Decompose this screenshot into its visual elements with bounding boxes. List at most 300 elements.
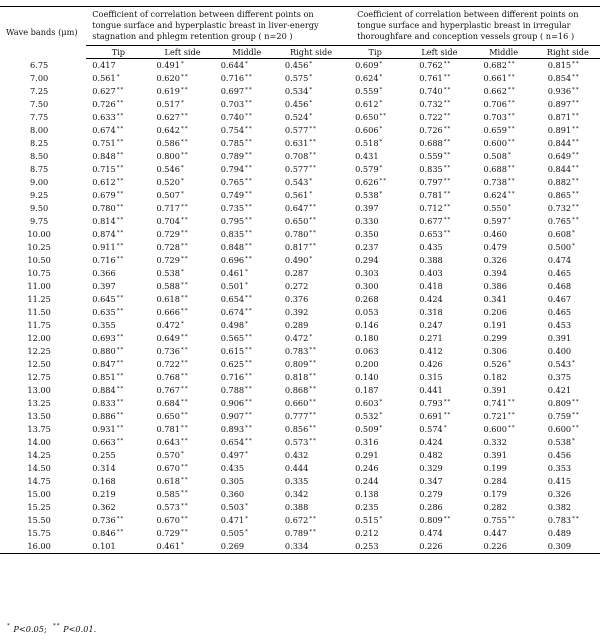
coefficient-cell: 0.654** [220, 294, 253, 304]
coefficient-cell: 0.874** [92, 229, 125, 239]
table-row [0, 202, 600, 215]
table-row [0, 59, 600, 73]
wave-band-cell: 12.25 [27, 346, 51, 356]
significance-marker: ** [180, 490, 189, 496]
significance-marker: * [245, 516, 249, 522]
significance-marker: ** [507, 412, 516, 418]
coefficient-cell: 0.677** [419, 216, 452, 226]
significance-marker: ** [572, 152, 580, 158]
coefficient-cell: 0.388 [419, 255, 443, 265]
coefficient-cell: 0.814** [92, 216, 125, 226]
coefficient-cell: 0.674** [220, 307, 253, 317]
significance-marker: * [245, 61, 249, 67]
significance-marker: * [309, 334, 314, 340]
coefficient-cell: 0.767** [156, 385, 189, 395]
coefficient-cell: 0.520* [156, 177, 185, 187]
coefficient-cell: 0.392 [284, 307, 309, 317]
coefficient-cell: 0.809** [284, 359, 317, 369]
coefficient-cell: 0.465 [547, 268, 572, 278]
significance-marker: * [309, 74, 314, 80]
coefficient-cell: 0.868** [284, 385, 317, 395]
significance-marker: ** [507, 178, 516, 184]
coefficient-cell: 0.781** [419, 190, 452, 200]
significance-marker: ** [116, 412, 125, 418]
table-row [0, 332, 600, 345]
coefficient-cell: 0.848** [92, 151, 125, 161]
coefficient-cell: 0.856** [284, 424, 317, 434]
significance-marker: ** [180, 87, 189, 93]
significance-marker: ** [245, 412, 253, 418]
coefficient-cell: 0.835** [220, 229, 253, 239]
significance-marker: ** [507, 113, 516, 119]
footnote-separator: ; [43, 624, 47, 634]
wave-band-cell: 10.25 [27, 242, 51, 252]
table-row [0, 462, 600, 475]
table-row [0, 436, 600, 449]
wave-band-cell: 15.25 [27, 502, 51, 512]
significance-marker: ** [309, 438, 317, 444]
significance-marker: ** [572, 165, 580, 171]
significance-marker: ** [180, 386, 189, 392]
coefficient-cell: 0.650** [355, 112, 388, 122]
coefficient-cell: 0.721** [483, 411, 516, 421]
significance-marker: ** [309, 373, 317, 379]
significance-marker: * [245, 451, 249, 457]
coefficient-cell: 0.538* [355, 190, 384, 200]
significance-marker: * [572, 360, 576, 366]
coefficient-cell: 0.717** [156, 203, 189, 213]
significance-marker: ** [245, 191, 253, 197]
table-row [0, 501, 600, 514]
table-row [0, 228, 600, 241]
coefficient-cell: 0.219 [92, 489, 116, 499]
significance-marker: ** [245, 243, 253, 249]
coefficient-cell: 0.376 [284, 294, 309, 304]
significance-marker: * [379, 126, 384, 132]
significance-marker: ** [180, 464, 189, 470]
coefficient-cell: 0.761** [419, 73, 452, 83]
significance-marker: ** [180, 152, 189, 158]
coefficient-cell: 0.649** [156, 333, 189, 343]
coefficient-cell: 0.722** [156, 359, 189, 369]
significance-marker: ** [572, 74, 580, 80]
coefficient-cell: 0.573** [284, 437, 317, 447]
significance-marker: ** [572, 139, 580, 145]
coefficient-cell: 0.397 [355, 203, 379, 213]
coefficient-cell: 0.609* [355, 60, 384, 70]
col-tip-1: Tip [86, 46, 150, 59]
wave-band-cell: 13.25 [27, 398, 51, 408]
significance-marker: ** [507, 425, 516, 431]
significance-marker: * [379, 412, 384, 418]
coefficient-cell: 0.460 [483, 229, 507, 239]
footnote [6, 624, 96, 634]
coefficient-cell: 0.597* [483, 216, 512, 226]
coefficient-cell: 0.653** [419, 229, 452, 239]
significance-marker: * [180, 191, 185, 197]
significance-marker: ** [245, 165, 253, 171]
coefficient-cell: 0.431 [355, 151, 379, 161]
coefficient-cell: 0.735** [220, 203, 253, 213]
table-row [0, 319, 600, 332]
coefficient-cell: 0.712** [419, 203, 452, 213]
significance-marker: ** [379, 113, 388, 119]
coefficient-cell: 0.740** [220, 112, 253, 122]
table-body [0, 59, 600, 554]
coefficient-cell: 0.355 [92, 320, 116, 330]
coefficient-cell: 0.180 [355, 333, 379, 343]
significance-marker: ** [116, 438, 125, 444]
coefficient-cell: 0.662** [483, 86, 516, 96]
coefficient-cell: 0.688** [419, 138, 452, 148]
coefficient-cell: 0.729** [156, 255, 189, 265]
coefficient-cell: 0.247 [419, 320, 443, 330]
coefficient-cell: 0.848** [220, 242, 253, 252]
coefficient-cell: 0.468 [547, 281, 572, 291]
significance-marker: * [379, 165, 384, 171]
significance-marker: ** [116, 139, 125, 145]
coefficient-cell: 0.697** [220, 86, 253, 96]
significance-marker: ** [245, 126, 253, 132]
significance-marker: ** [245, 100, 253, 106]
coefficient-cell: 0.891** [547, 125, 580, 135]
coefficient-cell: 0.272 [284, 281, 309, 291]
coefficient-cell: 0.835** [419, 164, 452, 174]
significance-marker: ** [443, 113, 452, 119]
coefficient-cell: 0.315 [419, 372, 443, 382]
coefficient-cell: 0.871** [547, 112, 580, 122]
coefficient-cell: 0.491* [156, 60, 185, 70]
coefficient-cell: 0.226 [483, 541, 507, 551]
significance-marker: ** [116, 399, 125, 405]
coefficient-cell: 0.299 [483, 333, 507, 343]
coefficient-cell: 0.237 [355, 242, 379, 252]
significance-marker: ** [180, 503, 189, 509]
coefficient-cell: 0.472* [284, 333, 314, 343]
coefficient-cell: 0.586** [156, 138, 189, 148]
coefficient-cell: 0.893** [220, 424, 253, 434]
coefficient-cell: 0.269 [220, 541, 245, 551]
significance-marker: ** [180, 399, 189, 405]
coefficient-cell: 0.305 [220, 476, 245, 486]
significance-marker: ** [116, 516, 125, 522]
coefficient-cell: 0.515* [355, 515, 384, 525]
significance-marker: * [507, 152, 512, 158]
table-row [0, 267, 600, 280]
significance-marker: * [245, 503, 249, 509]
coefficient-cell: 0.618** [156, 294, 189, 304]
coefficient-cell: 0.612* [355, 99, 384, 109]
coefficient-cell: 0.500* [547, 242, 576, 252]
coefficient-cell: 0.101 [92, 541, 116, 551]
coefficient-cell: 0.461* [156, 541, 185, 551]
coefficient-cell: 0.777** [284, 411, 317, 421]
coefficient-cell: 0.809** [547, 398, 580, 408]
coefficient-cell: 0.732** [547, 203, 580, 213]
significance-marker: ** [180, 243, 189, 249]
wave-band-cell: 6.75 [30, 59, 49, 70]
significance-marker: * [116, 74, 121, 80]
footnote-single-star: * [7, 623, 11, 629]
wave-band-cell: 10.50 [27, 255, 51, 265]
significance-marker: ** [507, 399, 516, 405]
coefficient-cell: 0.738** [483, 177, 516, 187]
table-row [0, 176, 600, 189]
significance-marker: ** [180, 139, 189, 145]
significance-marker: * [379, 516, 384, 522]
significance-marker: ** [443, 230, 452, 236]
coefficient-cell: 0.795** [220, 216, 253, 226]
coefficient-cell: 0.314 [92, 463, 116, 473]
significance-marker: ** [245, 256, 253, 262]
coefficient-cell: 0.526* [483, 359, 512, 369]
significance-marker: * [309, 100, 314, 106]
coefficient-cell: 0.846** [92, 528, 125, 538]
wave-band-cell: 7.50 [30, 99, 49, 109]
coefficient-cell: 0.833** [92, 398, 125, 408]
significance-marker: ** [507, 165, 516, 171]
coefficient-cell: 0.146 [355, 320, 379, 330]
wave-band-cell: 14.25 [27, 450, 51, 460]
wave-band-cell: 15.00 [27, 489, 51, 499]
significance-marker: ** [309, 126, 317, 132]
coefficient-cell: 0.624* [355, 73, 384, 83]
coefficient-cell: 0.561* [284, 190, 314, 200]
coefficient-cell: 0.490* [284, 255, 314, 265]
table-row [0, 358, 600, 371]
coefficient-cell: 0.206 [483, 307, 507, 317]
coefficient-cell: 0.817** [284, 242, 317, 252]
coefficient-cell: 0.650** [156, 411, 189, 421]
significance-marker: * [309, 87, 314, 93]
coefficient-cell: 0.815** [547, 60, 580, 70]
significance-marker: ** [180, 334, 189, 340]
significance-marker: ** [116, 126, 125, 132]
coefficient-cell: 0.168 [92, 476, 116, 486]
coefficient-cell: 0.482 [419, 450, 443, 460]
significance-marker: ** [245, 139, 253, 145]
coefficient-cell: 0.588** [156, 281, 189, 291]
coefficient-cell: 0.375 [547, 372, 572, 382]
significance-marker: ** [245, 295, 253, 301]
coefficient-cell: 0.600** [483, 424, 516, 434]
significance-marker: * [245, 529, 249, 535]
wave-band-cell: 10.00 [27, 229, 51, 239]
coefficient-cell: 0.736** [92, 515, 125, 525]
coefficient-cell: 0.647** [284, 203, 317, 213]
significance-marker: ** [245, 308, 253, 314]
coefficient-cell: 0.187 [355, 385, 379, 395]
significance-marker: ** [116, 230, 125, 236]
significance-marker: * [245, 282, 249, 288]
significance-marker: ** [572, 61, 580, 67]
significance-marker: ** [116, 295, 125, 301]
significance-marker: ** [245, 217, 253, 223]
table-row [0, 293, 600, 306]
coefficient-cell: 0.732** [419, 99, 452, 109]
coefficient-cell: 0.391 [547, 333, 572, 343]
significance-marker: ** [572, 516, 580, 522]
significance-marker: ** [245, 399, 253, 405]
significance-marker: * [572, 230, 576, 236]
significance-marker: ** [572, 178, 580, 184]
coefficient-cell: 0.606* [355, 125, 384, 135]
significance-marker: ** [180, 204, 189, 210]
coefficient-cell: 0.063 [355, 346, 379, 356]
significance-marker: * [309, 61, 314, 67]
coefficient-cell: 0.456 [547, 450, 572, 460]
significance-marker: ** [116, 243, 125, 249]
significance-marker: ** [180, 230, 189, 236]
coefficient-cell: 0.844** [547, 164, 580, 174]
significance-marker: ** [245, 152, 253, 158]
coefficient-cell: 0.880** [92, 346, 125, 356]
coefficient-cell: 0.703** [220, 99, 253, 109]
significance-marker: ** [180, 373, 189, 379]
significance-marker: * [309, 113, 314, 119]
coefficient-cell: 0.574* [419, 424, 448, 434]
coefficient-cell: 0.244 [355, 476, 379, 486]
coefficient-cell: 0.497* [220, 450, 249, 460]
coefficient-cell: 0.421 [547, 385, 572, 395]
significance-marker: ** [443, 74, 452, 80]
wave-band-cell: 12.00 [27, 333, 51, 343]
coefficient-cell: 0.618** [156, 476, 189, 486]
significance-marker: ** [443, 399, 452, 405]
significance-marker: ** [116, 347, 125, 353]
coefficient-cell: 0.388 [284, 502, 309, 512]
wave-band-cell: 9.25 [30, 190, 49, 200]
coefficient-cell: 0.585** [156, 489, 189, 499]
coefficient-cell: 0.334 [284, 541, 309, 551]
coefficient-cell: 0.759** [547, 411, 580, 421]
significance-marker: ** [443, 191, 452, 197]
significance-marker: ** [116, 386, 125, 392]
coefficient-cell: 0.303 [355, 268, 379, 278]
coefficient-cell: 0.679** [92, 190, 125, 200]
coefficient-cell: 0.271 [419, 333, 443, 343]
significance-marker: ** [180, 295, 189, 301]
table-row [0, 345, 600, 358]
significance-marker: ** [507, 87, 516, 93]
significance-marker: ** [443, 412, 452, 418]
significance-marker: * [309, 178, 314, 184]
significance-marker: ** [116, 204, 125, 210]
table-row [0, 397, 600, 410]
significance-marker: ** [443, 516, 452, 522]
coefficient-cell: 0.793** [419, 398, 452, 408]
coefficient-cell: 0.577** [284, 164, 317, 174]
wave-band-cell: 9.75 [30, 216, 49, 226]
coefficient-cell: 0.456* [284, 60, 314, 70]
coefficient-cell: 0.666** [156, 307, 189, 317]
wave-band-cell: 7.25 [30, 86, 49, 96]
significance-marker: ** [116, 178, 125, 184]
significance-marker: * [180, 165, 185, 171]
coefficient-cell: 0.435 [419, 242, 443, 252]
coefficient-cell: 0.456* [284, 99, 314, 109]
coefficient-cell: 0.844** [547, 138, 580, 148]
coefficient-cell: 0.501* [220, 281, 249, 291]
coefficient-cell: 0.633** [92, 112, 125, 122]
coefficient-cell: 0.342 [284, 489, 309, 499]
coefficient-cell: 0.663** [92, 437, 125, 447]
wave-band-cell: 13.00 [27, 385, 51, 395]
coefficient-cell: 0.235 [355, 502, 379, 512]
coefficient-cell: 0.703** [483, 112, 516, 122]
table-row [0, 189, 600, 202]
significance-marker: ** [309, 529, 317, 535]
coefficient-cell: 0.326 [483, 255, 507, 265]
coefficient-cell: 0.509* [355, 424, 384, 434]
coefficient-cell: 0.788** [220, 385, 253, 395]
coefficient-cell: 0.682** [483, 60, 516, 70]
significance-marker: ** [180, 412, 189, 418]
coefficient-cell: 0.884** [92, 385, 125, 395]
coefficient-cell: 0.600** [483, 138, 516, 148]
significance-marker: ** [572, 399, 580, 405]
coefficient-cell: 0.199 [483, 463, 507, 473]
significance-marker: ** [309, 347, 317, 353]
coefficient-cell: 0.780** [284, 229, 317, 239]
significance-marker: * [245, 269, 249, 275]
coefficient-cell: 0.650** [284, 216, 317, 226]
coefficient-cell: 0.631** [284, 138, 317, 148]
significance-marker: ** [180, 529, 189, 535]
coefficient-cell: 0.444 [284, 463, 309, 473]
coefficient-cell: 0.289 [284, 320, 309, 330]
significance-marker: ** [180, 308, 189, 314]
significance-marker: * [572, 438, 576, 444]
significance-marker: ** [116, 87, 125, 93]
coefficient-cell: 0.435 [220, 463, 245, 473]
significance-marker: ** [507, 191, 516, 197]
significance-marker: ** [309, 217, 317, 223]
significance-marker: ** [245, 425, 253, 431]
coefficient-cell: 0.489 [547, 528, 572, 538]
coefficient-cell: 0.716** [220, 372, 253, 382]
table-row [0, 306, 600, 319]
correlation-table [0, 6, 600, 554]
coefficient-cell: 0.467 [547, 294, 572, 304]
significance-marker: ** [180, 282, 189, 288]
group1-header: Coefficient of correlation between different points on tongue surface and hyperplastic breast in liver-energy stagnation and phlegm retention group ( n=20 ) [92, 9, 319, 41]
wave-band-cell: 12.50 [27, 359, 51, 369]
coefficient-cell: 0.472* [156, 320, 185, 330]
coefficient-cell: 0.461* [220, 268, 249, 278]
coefficient-cell: 0.906** [220, 398, 253, 408]
table-row [0, 254, 600, 267]
coefficient-cell: 0.740** [419, 86, 452, 96]
coefficient-cell: 0.936** [547, 86, 580, 96]
coefficient-cell: 0.907** [220, 411, 253, 421]
coefficient-cell: 0.306 [483, 346, 507, 356]
coefficient-cell: 0.749** [220, 190, 253, 200]
coefficient-cell: 0.335 [284, 476, 309, 486]
coefficient-cell: 0.762** [419, 60, 452, 70]
wave-band-cell: 16.00 [27, 541, 51, 551]
coefficient-cell: 0.619** [156, 86, 189, 96]
significance-marker: ** [116, 165, 125, 171]
wave-band-cell: 8.50 [30, 151, 49, 161]
table-row [0, 514, 600, 527]
coefficient-cell: 0.507* [156, 190, 185, 200]
coefficient-cell: 0.182 [483, 372, 507, 382]
significance-marker: ** [180, 438, 189, 444]
coefficient-cell: 0.645** [92, 294, 125, 304]
coefficient-cell: 0.417 [92, 60, 116, 70]
coefficient-cell: 0.316 [355, 437, 379, 447]
